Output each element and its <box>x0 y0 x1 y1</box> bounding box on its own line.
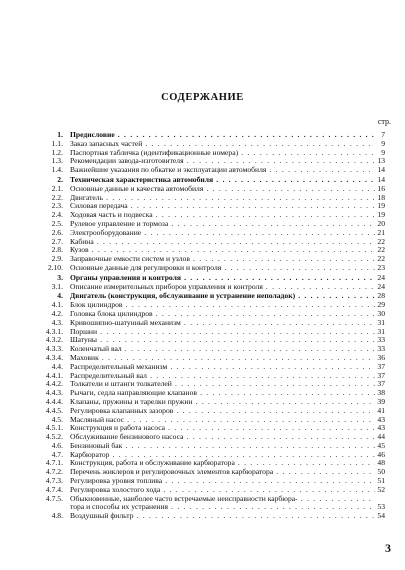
toc-entry-page: 50 <box>377 467 385 477</box>
toc-entry-number: 2.1. <box>51 183 63 193</box>
toc-entry-title: Толкатели и штанги толкателей . . . <box>70 380 375 389</box>
toc-entry-page: 54 <box>377 511 385 521</box>
toc-entry-page: 39 <box>377 396 385 406</box>
toc-entry-title: Двигатель . . . <box>70 194 375 203</box>
toc-entry-number: 4.4. <box>51 361 63 371</box>
toc-entry-title: Кабина . . . <box>70 238 375 247</box>
toc-entry-title: Рычаги, седла направляющие клапанов . . . <box>70 389 375 398</box>
toc-entry-page: 16 <box>377 183 385 193</box>
toc-entry-number: 2.5. <box>51 218 63 228</box>
toc-entry-title: Кузов . . . <box>70 246 375 255</box>
toc-entry-title: Блок цилиндров . . . <box>70 301 375 310</box>
toc-entry-page: 13 <box>377 156 385 166</box>
toc-entry-page: 28 <box>377 291 385 301</box>
toc-entry-title: Обыкновенные, наиболее часто встречаемые неисправности карбюра- . . . <box>70 495 375 504</box>
toc-entry-page: 7 <box>381 130 385 139</box>
document-title: СОДЕРЖАНИЕ <box>161 92 244 103</box>
toc-entry-title: Ходовая часть и подвеска . . . <box>70 211 375 220</box>
toc-entry-title: Электрооборудование . . . <box>70 229 375 238</box>
toc-entry-page: 44 <box>377 432 385 442</box>
toc-entry-number: 4.4.3. <box>45 388 63 398</box>
toc-entry-page: 43 <box>377 423 385 433</box>
toc-entry-title: Важнейшие указания по обкатке и эксплуатации автомобиля . . . <box>70 166 375 175</box>
toc-entry-number: 4.4.1. <box>45 370 63 380</box>
toc-entry-page: 24 <box>377 272 385 282</box>
page-column-header: стр. <box>377 117 391 126</box>
toc-entry-title: Регулировка холостого хода . . . <box>70 486 375 495</box>
toc-entry-number: 2.8. <box>51 245 63 255</box>
toc-entry-page: 14 <box>377 174 385 184</box>
toc-entry-title: Паспортная табличка (идентификационные номера) . . . <box>70 149 375 158</box>
page-number: 3 <box>385 541 391 555</box>
toc-entry-number: 3. <box>57 272 63 282</box>
toc-entry-page: 52 <box>377 484 385 494</box>
toc-entry-number: 2.7. <box>51 236 63 246</box>
toc-entry-number: 1.2. <box>51 147 63 157</box>
toc-entry-title: Силовая передача . . . <box>70 202 375 211</box>
toc-entry-number: 4.7. <box>51 449 63 459</box>
toc-entry <box>0 264 405 273</box>
toc-entry-page: 31 <box>377 326 385 336</box>
toc-entry-title: Коленчатый вал . . . <box>70 345 375 354</box>
table-of-contents <box>0 130 405 521</box>
toc-entry-number: 4.3.1. <box>45 326 63 336</box>
toc-entry-number: 4.5.2. <box>45 432 63 442</box>
toc-entry-page: 46 <box>377 449 385 459</box>
toc-entry-number: 4.7.4. <box>45 484 63 494</box>
toc-entry-title: Конструкция, работа и обслуживание карбюратора . . . <box>70 459 375 468</box>
toc-entry-title: Кривошипно-шатунный механизм . . . <box>70 319 375 328</box>
toc-entry <box>0 283 405 292</box>
toc-entry-page: 20 <box>377 218 385 228</box>
toc-entry-page: 37 <box>377 379 385 389</box>
toc-entry-number: 4.4.2. <box>45 379 63 389</box>
toc-entry-page: 23 <box>377 262 385 272</box>
toc-entry-page: 9 <box>381 138 385 148</box>
toc-entry-number: 2.9. <box>51 254 63 264</box>
toc-entry-number: 4.3.4. <box>45 352 63 362</box>
toc-entry-number: 4.7.2. <box>45 467 63 477</box>
toc-entry-number: 4.2. <box>51 308 63 318</box>
toc-entry-page: 53 <box>377 502 385 512</box>
toc-entry-number: 2.6. <box>51 227 63 237</box>
toc-entry-title: тора и способы их устранения . . . <box>70 503 375 512</box>
toc-entry-number: 4.4.4. <box>45 396 63 406</box>
toc-entry-title: Шатуны . . . <box>70 336 375 345</box>
toc-entry-page: 45 <box>377 440 385 450</box>
toc-entry-page: 18 <box>377 192 385 202</box>
toc-entry-number: 2.4. <box>51 210 63 220</box>
toc-entry-number: 4.5.1. <box>45 423 63 433</box>
toc-entry-number: 4.3.3. <box>45 344 63 354</box>
toc-entry-page: 14 <box>377 165 385 175</box>
toc-entry-number: 4.7.5. <box>45 493 63 503</box>
toc-entry-title: Основные данные для регулировки и контроля . . . <box>70 264 375 273</box>
toc-entry-page: 43 <box>377 414 385 424</box>
toc-entry-page: 30 <box>377 308 385 318</box>
toc-entry-title: Поршни . . . <box>70 328 375 337</box>
toc-entry-title: Обслуживание бензинового насоса . . . <box>70 433 375 442</box>
toc-entry-page: 19 <box>377 210 385 220</box>
toc-entry-number: 2.3. <box>51 201 63 211</box>
toc-entry-number: 1.1. <box>51 138 63 148</box>
toc-entry-number: 4.7.3. <box>45 476 63 486</box>
toc-entry-page: 24 <box>377 281 385 291</box>
toc-entry-number: 3.1. <box>51 281 63 291</box>
toc-entry-page: 37 <box>377 370 385 380</box>
toc-entry-title: Предисловие . . . <box>70 131 375 140</box>
toc-entry-title: Заправочные емкости систем и узлов . . . <box>70 255 375 264</box>
toc-entry-title: Карбюратор . . . <box>70 451 375 460</box>
toc-entry-title: Маховик . . . <box>70 354 375 363</box>
toc-entry-page: 9 <box>381 147 385 157</box>
toc-entry-page: 22 <box>377 254 385 264</box>
toc-entry-title: Двигатель (конструкция, обслуживание и устранение неполадок) . . . <box>70 292 375 301</box>
toc-entry-title: Рулевое управление и тормоза . . . <box>70 220 375 229</box>
toc-entry-page: 38 <box>377 388 385 398</box>
toc-entry-number: 4. <box>57 291 63 301</box>
toc-entry-title: Воздушный фильтр . . . <box>70 512 375 521</box>
toc-entry-number: 4.4.5. <box>45 405 63 415</box>
toc-entry <box>0 495 405 504</box>
toc-entry-number: 4.3. <box>51 317 63 327</box>
toc-entry-number: 1.3. <box>51 156 63 166</box>
toc-entry-number: 4.5. <box>51 414 63 424</box>
toc-entry-page: 41 <box>377 405 385 415</box>
toc-entry-page: 37 <box>377 361 385 371</box>
toc-entry-number: 4.8. <box>51 511 63 521</box>
toc-entry-number: 1.4. <box>51 165 63 175</box>
toc-entry-title: Регулировка клапанных зазоров . . . <box>70 407 375 416</box>
toc-entry-title: Заказ запасных частей . . . <box>70 140 375 149</box>
toc-entry <box>0 512 405 521</box>
toc-entry-number: 1. <box>57 130 63 139</box>
toc-entry-title: Конструкция и работа насоса . . . <box>70 424 375 433</box>
toc-entry-page: 48 <box>377 458 385 468</box>
toc-entry-page: 21 <box>377 227 385 237</box>
toc-entry-title: Масляный насос . . . <box>70 416 375 425</box>
toc-entry <box>0 166 405 175</box>
toc-entry-title: Органы управления и контроля . . . <box>70 274 375 283</box>
toc-entry-title: Головка блока цилиндров . . . <box>70 310 375 319</box>
toc-entry-title: Распределительный механизм . . . <box>70 363 375 372</box>
toc-entry-page: 19 <box>377 201 385 211</box>
toc-entry-page: 33 <box>377 344 385 354</box>
toc-entry-page: 36 <box>377 352 385 362</box>
toc-entry-number: 4.6. <box>51 440 63 450</box>
toc-entry-title: Регулировка уровня топлива . . . <box>70 477 375 486</box>
toc-entry-page: 33 <box>377 335 385 345</box>
toc-entry-title: Основные данные и качества автомобиля . . . <box>70 185 375 194</box>
toc-entry-number: 4.7.1. <box>45 458 63 468</box>
toc-entry-number: 2. <box>57 174 63 184</box>
toc-entry-title: Бензиновый бак . . . <box>70 442 375 451</box>
toc-entry-title: Распределительный вал . . . <box>70 372 375 381</box>
toc-entry-page: 31 <box>377 317 385 327</box>
toc-entry-number: 2.10. <box>47 262 63 272</box>
toc-entry-title: Клапаны, пружины и тарелки пружин . . . <box>70 398 375 407</box>
toc-entry-title: Техническая характеристика автомобиля . . . <box>70 176 375 185</box>
toc-entry-number: 2.2. <box>51 192 63 202</box>
toc-entry-page: 29 <box>377 300 385 310</box>
toc-entry-number: 4.3.2. <box>45 335 63 345</box>
toc-entry-page: 51 <box>377 476 385 486</box>
toc-entry-number: 4.1. <box>51 300 63 310</box>
toc-entry-title: Рекомендации завода-изготовителя . . . <box>70 157 375 166</box>
toc-entry-title: Описание измерительных приборов управления и контроля . . . <box>70 283 375 292</box>
toc-entry-title: Перечень жиклеров и регулировочных элементов карбюратора . . . <box>70 468 375 477</box>
toc-entry-page: 22 <box>377 245 385 255</box>
toc-entry-page: 22 <box>377 236 385 246</box>
